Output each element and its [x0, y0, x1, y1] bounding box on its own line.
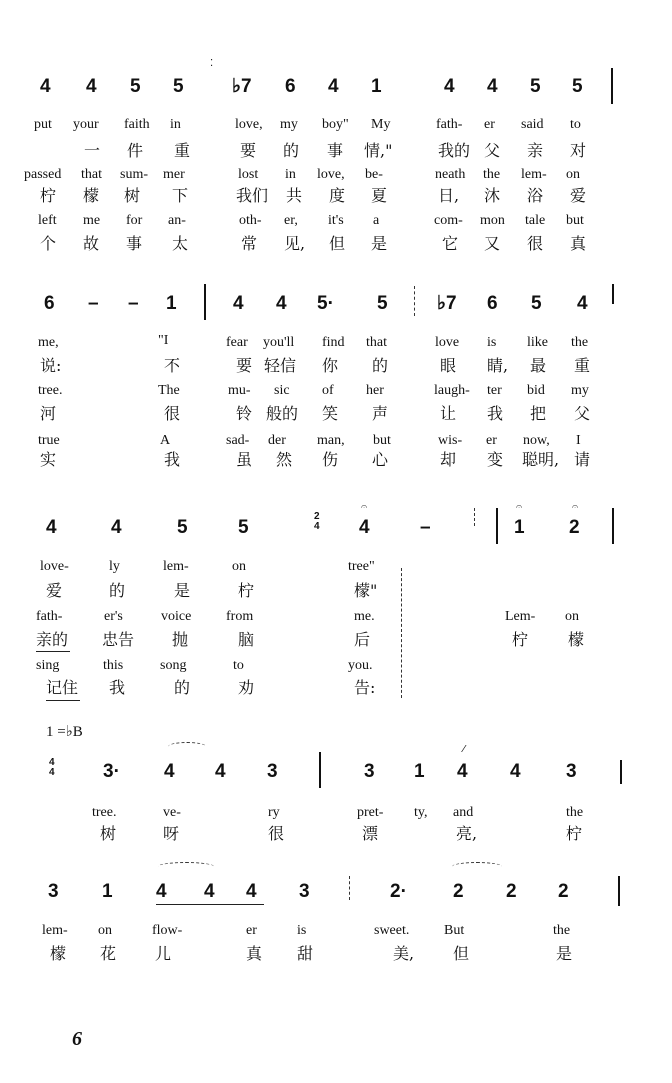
lyric: tree. — [38, 383, 63, 398]
lyric: ty, — [414, 805, 428, 820]
lyric: wis- — [438, 433, 463, 448]
lyric-cn: 沐 — [484, 186, 501, 205]
lyric-cn: 柠 — [566, 824, 583, 843]
note: 3 — [267, 761, 278, 782]
note: 4 — [111, 517, 122, 538]
dotted-barline-mark: ⁚ — [210, 58, 214, 69]
note: 6 — [487, 293, 498, 314]
lyric: "I — [158, 333, 169, 348]
lyric-cn: 甜 — [297, 944, 314, 963]
lyric: mu- — [228, 383, 251, 398]
lyric-cn: 重 — [574, 356, 591, 375]
lyric: that — [81, 167, 102, 182]
note: 3 — [299, 881, 310, 902]
lyric: this — [103, 658, 124, 673]
lyric-cn: 般的 — [266, 404, 299, 423]
fermata-icon: 𝄐 — [361, 500, 368, 513]
lyric: ter — [487, 383, 502, 398]
lyric: tree. — [92, 805, 117, 820]
lyric-cn: 笑 — [322, 404, 339, 423]
lyric: put — [34, 117, 52, 132]
lyric: to — [570, 117, 581, 132]
lyric: flow- — [152, 923, 183, 938]
lyric: like — [527, 335, 548, 350]
barline — [611, 68, 613, 104]
lyric: neath — [435, 167, 466, 182]
page-number: 6 — [72, 1028, 82, 1050]
lyric-cn: 亲 — [527, 141, 544, 160]
lyric: fath- — [36, 609, 63, 624]
note: 4 — [276, 293, 287, 314]
lyric-cn: 日, — [438, 186, 460, 205]
lyric: er — [484, 117, 495, 132]
note: – — [420, 517, 431, 538]
note: 4 — [164, 761, 175, 782]
lyric: to — [233, 658, 244, 673]
underline — [36, 651, 70, 652]
lyric: find — [322, 335, 345, 350]
note: 4 — [40, 76, 51, 97]
lyric-cn: 一 — [84, 141, 101, 160]
lyric: is — [297, 923, 307, 938]
lyric-cn: 聪明, — [522, 450, 560, 469]
lyric: and — [453, 805, 474, 820]
lyric: sad- — [226, 433, 250, 448]
lyric-cn: 我 — [487, 404, 504, 423]
lyric-cn: 眼 — [440, 356, 457, 375]
note: 1 — [514, 517, 525, 538]
lyric-cn: 铃 — [236, 404, 253, 423]
lyric-cn: 亲的 — [36, 630, 69, 649]
lyric-cn: 的 — [283, 141, 300, 160]
lyric-cn: 抛 — [172, 630, 189, 649]
note: 5 — [177, 517, 188, 538]
lyric-cn: 脑 — [238, 630, 255, 649]
lyric-cn: 虽 — [236, 450, 253, 469]
note: 5 — [173, 76, 184, 97]
lyric-cn: 是 — [556, 944, 573, 963]
note: 4 — [246, 881, 257, 902]
lyric: on — [98, 923, 112, 938]
note: 5 — [572, 76, 583, 97]
note: 4 — [86, 76, 97, 97]
note: 5 — [130, 76, 141, 97]
note: 3 — [48, 881, 59, 902]
lyric-cn: 檬 — [568, 630, 585, 649]
lyric-cn: 我 — [164, 450, 181, 469]
lyric: er — [486, 433, 497, 448]
lyric-cn: 檬 — [83, 186, 100, 205]
lyric-cn: 然 — [276, 450, 293, 469]
lyric-cn: 你 — [322, 356, 339, 375]
lyric-cn: 但 — [453, 944, 470, 963]
lyric: love, — [235, 117, 263, 132]
lyric-cn: 我们 — [236, 186, 269, 205]
lyric-cn: 我 — [109, 678, 126, 697]
dotted-barline — [349, 876, 351, 900]
lyric: her — [366, 383, 384, 398]
slur-mark: ⁄ — [463, 744, 465, 755]
lyric-cn: 我的 — [438, 141, 471, 160]
lyric: ry — [268, 805, 280, 820]
lyric-cn: 父 — [574, 404, 591, 423]
lyric: love- — [40, 559, 69, 574]
lyric: sing — [36, 658, 60, 673]
lyric: tale — [525, 213, 546, 228]
time-signature-top: 2 — [314, 511, 320, 522]
lyric-cn: 常 — [241, 234, 258, 253]
lyric-cn: 变 — [487, 450, 504, 469]
lyric: me, — [38, 335, 59, 350]
lyric-cn: 伤 — [322, 450, 339, 469]
note: 2· — [390, 881, 407, 902]
note: 5 — [238, 517, 249, 538]
lyric-cn: 劝 — [238, 678, 255, 697]
fermata-icon: 𝄐 — [572, 500, 579, 513]
note: ♭7 — [232, 76, 252, 97]
lyric-cn: 事 — [126, 234, 143, 253]
lyric: you. — [348, 658, 373, 673]
underline — [46, 700, 80, 701]
lyric-cn: 真 — [570, 234, 587, 253]
note: 4 — [233, 293, 244, 314]
lyric: it's — [328, 213, 344, 228]
lyric: of — [322, 383, 334, 398]
lyric-cn: 度 — [329, 186, 346, 205]
lyric-cn: 夏 — [371, 186, 388, 205]
dotted-barline — [414, 286, 416, 316]
note: – — [88, 293, 99, 314]
lyric-cn: 不 — [164, 356, 181, 375]
note: 4 — [328, 76, 339, 97]
lyric-cn: 轻信 — [264, 356, 297, 375]
lyric-cn: 把 — [530, 404, 547, 423]
note: ♭7 — [437, 293, 457, 314]
time-signature-top: 4 — [49, 757, 55, 768]
lyric: ly — [109, 559, 120, 574]
lyric-cn: 告: — [354, 678, 376, 697]
lyric: The — [158, 383, 180, 398]
lyric-cn: 柠 — [238, 581, 255, 600]
time-signature-bottom: 4 — [49, 767, 55, 778]
lyric: on — [232, 559, 246, 574]
lyric-cn: 很 — [164, 404, 181, 423]
lyric-cn: 是 — [371, 234, 388, 253]
lyric: the — [483, 167, 501, 182]
note: 2 — [453, 881, 464, 902]
lyric: er — [246, 923, 257, 938]
lyric-cn: 真 — [246, 944, 263, 963]
lyric: faith — [124, 117, 150, 132]
note: 3 — [364, 761, 375, 782]
lyric-cn: 情," — [364, 141, 393, 160]
lyric: boy" — [322, 117, 349, 132]
lyric-cn: 实 — [40, 450, 57, 469]
lyric-cn: 儿 — [155, 944, 172, 963]
lyric: me — [83, 213, 101, 228]
lyric-cn: 却 — [440, 450, 457, 469]
lyric: mon — [480, 213, 505, 228]
lyric-cn: 说: — [40, 356, 62, 375]
lyric-cn: 但 — [329, 234, 346, 253]
lyric-cn: 要 — [240, 141, 257, 160]
fermata-icon: 𝄐 — [516, 500, 523, 513]
lyric: on — [566, 167, 580, 182]
lyric-cn: 要 — [236, 356, 253, 375]
barline — [319, 752, 321, 788]
lyric-cn: 件 — [127, 141, 144, 160]
note: 1 — [414, 761, 425, 782]
lyric-cn: 故 — [83, 234, 100, 253]
lyric: from — [226, 609, 254, 624]
lyric: true — [38, 433, 60, 448]
note: 4 — [457, 761, 468, 782]
note: 4 — [156, 881, 167, 902]
lyric-cn: 柠 — [512, 630, 529, 649]
lyric-cn: 爱 — [570, 186, 587, 205]
barline — [612, 508, 614, 544]
lyric: love, — [317, 167, 345, 182]
lyric: said — [521, 117, 544, 132]
dotted-barline — [474, 508, 476, 526]
lyric-cn: 柠 — [40, 186, 57, 205]
lyric: bid — [527, 383, 545, 398]
lyric: er, — [284, 213, 298, 228]
lyric: oth- — [239, 213, 262, 228]
note: 4 — [487, 76, 498, 97]
lyric: lem- — [521, 167, 547, 182]
lyric-cn: 见, — [284, 234, 306, 253]
lyric-cn: 记住 — [46, 678, 79, 697]
slur — [168, 742, 206, 751]
lyric: der — [268, 433, 286, 448]
lyric: er's — [104, 609, 123, 624]
lyric: ve- — [163, 805, 181, 820]
lyric-cn: 檬 — [50, 944, 67, 963]
lyric: but — [373, 433, 391, 448]
lyric: that — [366, 335, 387, 350]
lyric-cn: 共 — [286, 186, 303, 205]
lyric-cn: 很 — [527, 234, 544, 253]
lyric-cn: 美, — [393, 944, 415, 963]
lyric-cn: 太 — [172, 234, 189, 253]
lyric-cn: 忠告 — [102, 630, 135, 649]
lyric: for — [126, 213, 143, 228]
lyric: is — [487, 335, 497, 350]
lyric-cn: 树 — [124, 186, 141, 205]
lyric: now, — [523, 433, 550, 448]
lyric-cn: 花 — [100, 944, 117, 963]
note: 1 — [102, 881, 113, 902]
lyric: lem- — [163, 559, 189, 574]
note: 5 — [530, 76, 541, 97]
lyric-cn: 请 — [574, 450, 591, 469]
lyric-cn: 檬" — [354, 581, 378, 600]
note: 1 — [371, 76, 382, 97]
lyric: man, — [317, 433, 345, 448]
lyric: fath- — [436, 117, 463, 132]
lyric-cn: 事 — [327, 141, 344, 160]
lyric-cn: 对 — [570, 141, 587, 160]
lyric: sic — [274, 383, 290, 398]
lyric-cn: 个 — [40, 234, 57, 253]
slur — [452, 862, 502, 871]
barline — [204, 284, 206, 320]
lyric: laugh- — [434, 383, 470, 398]
note: 6 — [285, 76, 296, 97]
lyric-cn: 又 — [484, 234, 501, 253]
lyric-cn: 树 — [100, 824, 117, 843]
dotted-barline — [401, 568, 403, 698]
lyric-cn: 让 — [440, 404, 457, 423]
lyric-cn: 的 — [174, 678, 191, 697]
lyric: lem- — [42, 923, 68, 938]
lyric: an- — [168, 213, 186, 228]
note: 6 — [44, 293, 55, 314]
lyric: a — [373, 213, 380, 228]
lyric: sweet. — [374, 923, 410, 938]
barline — [612, 284, 614, 304]
lyric-cn: 的 — [372, 356, 389, 375]
lyric-cn: 重 — [174, 141, 191, 160]
lyric: song — [160, 658, 187, 673]
lyric-cn: 亮, — [456, 824, 478, 843]
lyric-cn: 最 — [530, 356, 547, 375]
lyric: me. — [354, 609, 375, 624]
lyric-cn: 很 — [268, 824, 285, 843]
note: 4 — [46, 517, 57, 538]
lyric-cn: 爱 — [46, 581, 63, 600]
lyric-cn: 它 — [442, 234, 459, 253]
lyric: com- — [434, 213, 463, 228]
note: 2 — [506, 881, 517, 902]
note: 1 — [166, 293, 177, 314]
underline — [156, 904, 264, 905]
barline — [620, 760, 622, 784]
time-signature-bottom: 4 — [314, 521, 320, 532]
lyric-cn: 漂 — [362, 824, 379, 843]
lyric: be- — [365, 167, 383, 182]
lyric: But — [444, 923, 465, 938]
lyric: but — [566, 213, 584, 228]
lyric: lost — [238, 167, 259, 182]
time-signature — [49, 758, 55, 778]
lyric-cn: 呀 — [163, 824, 180, 843]
time-signature — [314, 512, 320, 532]
lyric-cn: 河 — [40, 404, 57, 423]
lyric: A — [160, 433, 171, 448]
note: 5· — [317, 293, 334, 314]
key-signature: 1 =♭B — [46, 724, 83, 740]
lyric: in — [170, 117, 181, 132]
note: 4 — [510, 761, 521, 782]
barline — [618, 876, 620, 906]
lyric: mer — [163, 167, 185, 182]
lyric: voice — [161, 609, 192, 624]
lyric-cn: 心 — [372, 450, 389, 469]
note: 5 — [377, 293, 388, 314]
note: – — [128, 293, 139, 314]
note: 5 — [531, 293, 542, 314]
lyric: you'll — [263, 335, 295, 350]
lyric: your — [73, 117, 99, 132]
note: 4 — [215, 761, 226, 782]
lyric-cn: 声 — [372, 404, 389, 423]
lyric: fear — [226, 335, 248, 350]
lyric: on — [565, 609, 579, 624]
lyric: Lem- — [505, 609, 536, 624]
note: 2 — [558, 881, 569, 902]
lyric-cn: 浴 — [527, 186, 544, 205]
lyric: my — [280, 117, 298, 132]
lyric: the — [566, 805, 584, 820]
slur — [158, 862, 214, 871]
lyric: pret- — [357, 805, 384, 820]
note: 4 — [444, 76, 455, 97]
lyric: the — [553, 923, 571, 938]
lyric: love — [435, 335, 460, 350]
lyric: in — [285, 167, 296, 182]
lyric: passed — [24, 167, 62, 182]
lyric-cn: 父 — [484, 141, 501, 160]
note: 4 — [204, 881, 215, 902]
lyric: the — [571, 335, 589, 350]
note: 4 — [577, 293, 588, 314]
note: 3 — [566, 761, 577, 782]
lyric-cn: 后 — [354, 630, 371, 649]
lyric-cn: 的 — [109, 581, 126, 600]
lyric: sum- — [120, 167, 148, 182]
note: 3· — [103, 761, 120, 782]
lyric-cn: 是 — [174, 581, 191, 600]
lyric-cn: 下 — [172, 186, 189, 205]
lyric-cn: 睛, — [487, 356, 509, 375]
barline — [496, 508, 498, 544]
note: 2 — [569, 517, 580, 538]
lyric: My — [371, 117, 391, 132]
lyric: I — [576, 433, 581, 448]
lyric: tree" — [348, 559, 375, 574]
lyric: my — [571, 383, 589, 398]
lyric: left — [38, 213, 57, 228]
note: 4 — [359, 517, 370, 538]
